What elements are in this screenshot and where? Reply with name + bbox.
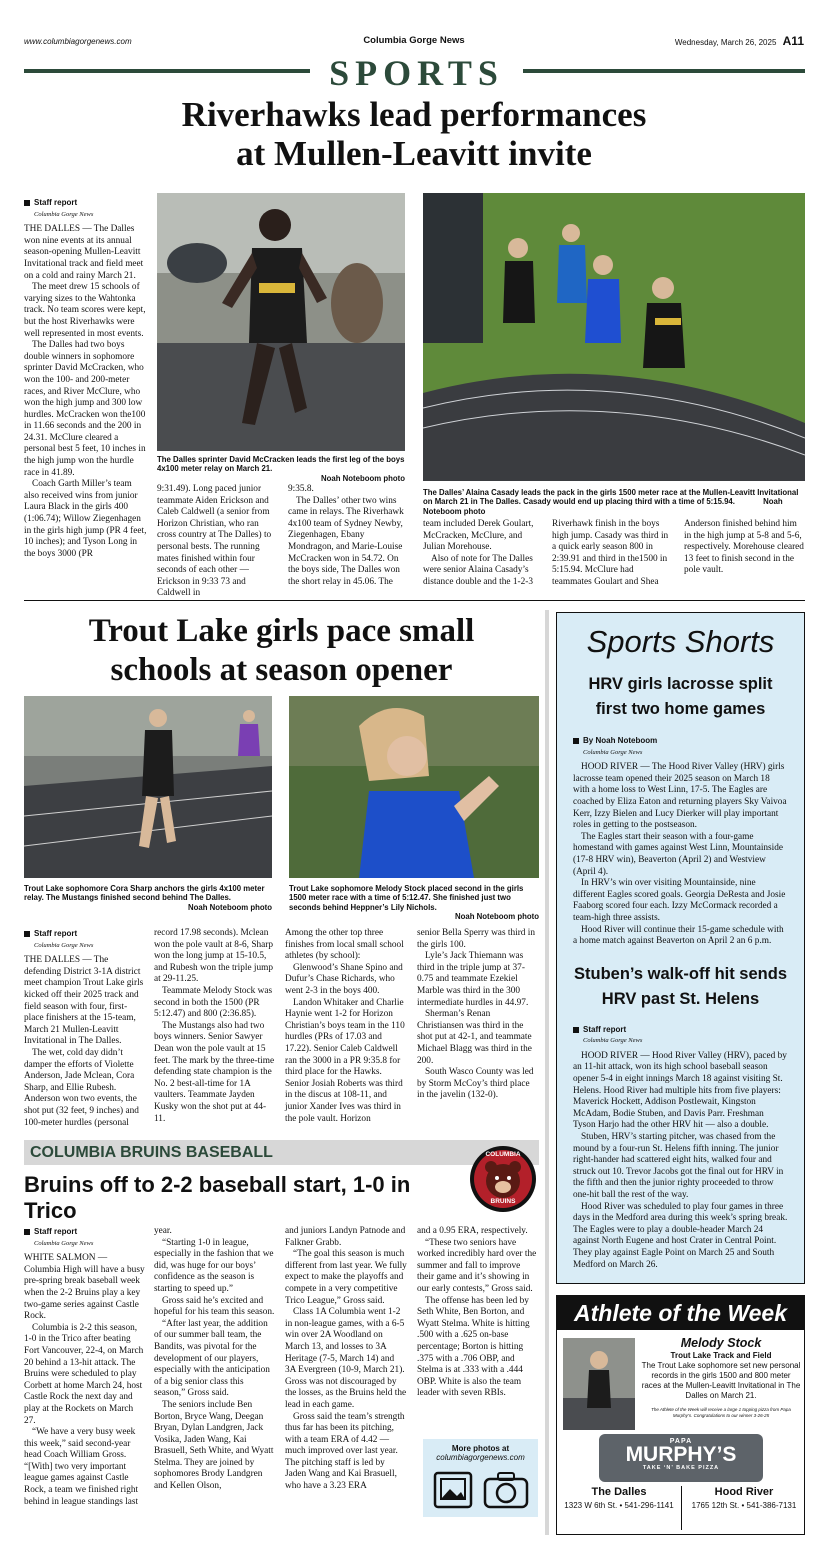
- story1-byline-sub: Columbia Gorge News: [34, 210, 94, 218]
- story3-byline: Staff report: [24, 1226, 146, 1238]
- athlete-name: Melody Stock: [680, 1336, 762, 1350]
- story3-col3: [285, 1226, 407, 1493]
- sponsor-main: MURPHY’S: [625, 1443, 737, 1466]
- paragraph: Sherman’s Renan Christiansen was third in the shot put at 42-1, and teammate Michael Blagg was third in the 200.: [417, 1009, 532, 1066]
- paragraph: THE DALLES — The Dalles won nine events at its annual season-opening Mullen-Leavitt Invitational track and field meet on a cold and rainy March 21.: [24, 224, 144, 281]
- story1-headline-line2: at Mullen-Leavitt invite: [236, 134, 592, 173]
- shorts-story2-headline: Stuben’s walk-off hit sends HRV past St. Helens: [574, 964, 787, 1008]
- paragraph: “The goal this season is much different from last year. We fully expect to make the playoffs and compete in a very competitive Trico League,” Gross said.: [285, 1249, 407, 1306]
- shorts-story1-headline: HRV girls lacrosse split first two home games: [588, 675, 773, 718]
- athlete-of-week-box: [556, 1295, 805, 1535]
- athlete-photo-art: [563, 1338, 635, 1430]
- story1-headline: [80, 95, 748, 173]
- story1-headline-line1: Riverhawks lead performances: [181, 95, 647, 134]
- story2-byline: Staff report: [24, 928, 146, 940]
- camera-icon: [483, 1471, 529, 1509]
- kicker-bar: [24, 1140, 539, 1165]
- paragraph: “We have a very busy week this week,” said second-year head Coach William Gross. “[With] two very important league games against Castle Rock, a team we finished right behind in league standings last: [24, 1427, 139, 1507]
- paragraph: HOOD RIVER — The Hood River Valley (HRV) girls lacrosse team opened their 2025 season on March 18 with a home loss to West Linn, 17-5. The Eagles are coached by Eliza Eaton and returning players Sky Vaivoa Kerr, Izzy Bielen and Lucy Dierker will play important roles in getting to the postseason.: [573, 762, 787, 831]
- sprinter-photo-art: [157, 193, 405, 451]
- more-photos-url[interactable]: columbiagorgenews.com: [436, 1453, 525, 1462]
- sports-shorts-box: [556, 612, 805, 1284]
- sponsor-top: PAPA: [669, 1438, 693, 1445]
- bruins-logo: [469, 1145, 537, 1213]
- more-photos-label: More photos at: [451, 1444, 510, 1453]
- section-rule-right: [523, 69, 805, 73]
- athlete-description: The Trout Lake sophomore set new personal records in the girls 1500 and 800 meter races at the Mullen-Leavitt Invitational in The Dalles on March 21.: [641, 1361, 801, 1400]
- story2-col1: [24, 928, 146, 1129]
- paragraph: 9:35.8.: [288, 484, 314, 494]
- story2-photo-relay: [24, 696, 272, 878]
- story3-col1: [24, 1226, 146, 1508]
- story1-photo2-caption: The Dalles’ Alaina Casady leads the pack in the girls 1500 meter race at the Mullen-Leavitt Invitational on March 21 in The Dalles. Casady would end up placing third with a time of 5:15.94. Noah Noteboom photo: [423, 488, 799, 516]
- paragraph: Hood River will continue their 15-game schedule with a home match against Beaverton on April 2 an 6 p.m.: [573, 924, 784, 947]
- story2-photo2-caption: Trout Lake sophomore Melody Stock placed second in the girls 1500 meter race with a time of 5:12.47. She finished just two seconds behind Heppner’s Lily Nichols. Noah Noteboom photo: [289, 884, 539, 922]
- paragraph: Teammate Melody Stock was second in both the 1500 (PR 5:12.47) and 800 (2:36.85).: [154, 985, 273, 1020]
- site-url: www.columbiagorgenews.com: [24, 37, 132, 46]
- paragraph: Stuben, HRV’s starting pitcher, was chased from the mound by a four-run St. Helens fifth inning. The junior right-hander had scattered eight hits, walked four and struck out 10. Trevor Jacobs got the final out for HRV in the fifth and then the junior righty proceeded to throw one-hit ball the rest of the way.: [573, 1132, 784, 1200]
- paragraph: team included Derek Goulart, McCracken, McClure, and Julian Morehouse.: [423, 519, 534, 553]
- story2-byline-sub: Columbia Gorge News: [34, 941, 94, 949]
- story1-photo-sprinter: [157, 193, 405, 451]
- paragraph: Gross said the team’s strength thus far has been its pitching, with a team ERA of 4.42 — much improved over last year. The pitching staff is led by Jaden Wang and Kai Brasuell, who have a 3.23 ERA: [285, 1411, 405, 1492]
- paragraph: “These two seniors have worked incredibly hard over the summer and fall to improve their game and it’s showing in our early contests,” Gross said.: [417, 1237, 537, 1294]
- story1-col5: [552, 519, 670, 589]
- paragraph: In HRV’s win over visiting Mountainside, nine different Eagles scored goals. Georgia DeResta and Josie Faaborg scored four each. Izzy McCormack recorded a team-high three assists.: [573, 878, 786, 923]
- story3-headline: Bruins off to 2-2 baseball start, 1-0 in Trico: [24, 1172, 411, 1223]
- photo-credit: Noah Noteboom photo: [320, 473, 405, 483]
- paragraph: Anderson finished behind him in the high jump at 5-8 and 5-6, respectively. Morehouse cleared 13 feet to finish second in the pole vault.: [684, 519, 804, 576]
- paragraph: and juniors Landyn Patnode and Falkner Grabb.: [285, 1226, 406, 1248]
- location-hood-river: Hood River 1765 12th St. • 541-386-7131: [691, 1486, 797, 1510]
- photo-credit: Noah Noteboom photo: [423, 497, 783, 516]
- paper-name: Columbia Gorge News: [363, 35, 465, 46]
- relay-photo-art: [24, 696, 272, 878]
- paragraph: Class 1A Columbia went 1-2 in non-league games, with a 6-5 win over 2A Woodland on March 13, and losses to 3A Heritage (7-5, March 14) and 3A Evergreen (10-9, March 21). Gross was not discouraged by the losses, as the Bruins held the lead in each game.: [285, 1307, 407, 1410]
- athlete-photo: [563, 1338, 635, 1430]
- story2-headline: [24, 612, 539, 690]
- distance-race-photo-art: [423, 193, 805, 481]
- athlete-info: [641, 1336, 801, 1419]
- column-divider: [545, 610, 549, 1535]
- paragraph: “After last year, the addition of our summer ball team, the Bandits, was pivotal for the development of our players, especially with the anticipation of a big senior class this season,” Gross said.: [154, 1318, 270, 1399]
- section-rule-left: [24, 69, 310, 73]
- athlete-fine-print: The Athlete of the Week will receive a large 1 topping pizza from Papa Murphy’s. Congratulations to our winner 3-26-25: [651, 1407, 791, 1418]
- paragraph: “Starting 1-0 in league, especially in the fashion that we did, was huge for our boys’ confidence as the season is starting to speed up.”: [154, 1237, 274, 1294]
- athlete-team: Trout Lake Track and Field: [670, 1351, 772, 1360]
- shorts-story2-byline: Staff report: [573, 1024, 788, 1036]
- logo-top-text: COLUMBIA: [485, 1151, 521, 1158]
- papa-murphys-logo: [599, 1434, 763, 1482]
- shorts-story1-body: By Noah Noteboom Columbia Gorge News HOOD RIVER — The Hood River Valley (HRV) girls lacrosse team opened their 2025 season on March 18 with a home loss to West Linn, 17-5. The Eagles are coached by Eliza Eaton and returning players Sky Vaivoa Kerr, Izzy Bielen and Lucy Dierker will play important roles in getting to the postseason. The Eagles start their season with a four-game homestand with games against West Linn, Mountainside (17-8 HRV win), Beaverton (April 2) and Westview (April 4). In HRV’s win over visiting Mountainside, nine different Eagles scored goals. Georgia DeResta and Josie Faaborg scored four each. Izzy McCormack recorded a team-high three assists. Hood River will continue their 15-game schedule with a home match against Beaverton on April 2 an 6 p.m.: [573, 736, 787, 947]
- shorts-title: Sports Shorts: [586, 624, 775, 659]
- paragraph: Lyle’s Jack Thiemann was third in the triple jump at 37-0.75 and teammate Ezekiel Marble was third in the 300 intermediate hurdles in 44.97.: [417, 951, 529, 1008]
- story1-col1: [24, 197, 148, 560]
- paragraph: Glenwood’s Shane Spino and Dufur’s Chase Richards, who went 2-3 in the boys 400.: [285, 962, 403, 996]
- story3-col4: [417, 1226, 539, 1400]
- story3-byline-sub: Columbia Gorge News: [34, 1239, 94, 1247]
- story2-headline-line1: Trout Lake girls pace small: [88, 613, 475, 649]
- paragraph: THE DALLES — The defending District 3-1A district meet champion Trout Lake girls kicked off their 2025 track and field season with four, first-place finishers at the 15-team, March 21 Mullen-Leavitt Invitational in The Dalles.: [24, 955, 144, 1047]
- paragraph: and a 0.95 ERA, respectively.: [417, 1226, 528, 1236]
- paragraph: Columbia is 2-2 this season, 1-0 in the Trico after beating Fort Vancouver, 22-4, on March 20 behind a 13-hit attack. The Bruins were scheduled to play Corbett at home March 24, host Castle Rock the next day and play at the Rockets on March 27.: [24, 1322, 144, 1426]
- story-divider: [24, 600, 805, 601]
- paragraph: Landon Whitaker and Charlie Haynie went 1-2 for Horizon Christian’s boys team in the 110 hurdles (PRs of 17.03 and 17.22). Senior Caleb Caldwell ran the 3000 in a PR 9:35.8 for third place for the Hawks. Senior Josiah Roberts was third in the discus at 108-11, and junior Xander Ives was third in the pole vault. Horizon: [285, 997, 405, 1124]
- more-photos-box[interactable]: [423, 1439, 538, 1517]
- paragraph: Among the other top three finishes from local small school athletes (by school):: [285, 928, 404, 962]
- story2-photo-stock: [289, 696, 539, 878]
- paragraph: Gross said he’s excited and hopeful for his team this season.: [154, 1295, 275, 1318]
- photo-credit: Noah Noteboom photo: [187, 902, 272, 912]
- page-number: A11: [782, 34, 804, 48]
- story3-col2: [154, 1226, 276, 1493]
- paragraph: Coach Garth Miller’s team also received wins from junior Laura Black in the girls 400 (1:06.74); Willow Ziegenhagen in the girls high jump (PR 4 feet, 10 inches); and Tyson Long in the boys 3000 (PR: [24, 479, 147, 559]
- story1-photo-1500m: [423, 193, 805, 481]
- section-title: SPORTS: [329, 53, 504, 93]
- date-page: [675, 34, 804, 48]
- story2-headline-line2: schools at season opener: [110, 652, 453, 688]
- story2-col3: [285, 928, 407, 1125]
- issue-date: Wednesday, March 26, 2025: [674, 38, 777, 47]
- location-the-dalles: The Dalles 1323 W 6th St. • 541-296-1141: [564, 1486, 674, 1510]
- paragraph: South Wasco County was led by Storm McCoy’s third place in the javelin (132-0).: [417, 1067, 534, 1101]
- story2-photo1-caption: Trout Lake sophomore Cora Sharp anchors the girls 4x100 meter relay. The Mustangs finished second behind The Dalles. Noah Noteboom photo: [24, 884, 272, 912]
- paragraph: record 17.98 seconds). Mclean won the pole vault at 8-6, Sharp won the long jump at 15-10.5, and Rubesh won the triple jump at 29-11.25.: [154, 928, 274, 985]
- logo-bottom-text: BRUINS: [490, 1198, 516, 1205]
- story2-col2: [154, 928, 276, 1125]
- story1-byline: Staff report: [24, 197, 148, 209]
- shorts-story1-byline: By Noah Noteboom: [573, 735, 788, 747]
- gallery-icon: [433, 1471, 473, 1509]
- story1-col3: [288, 484, 406, 588]
- paragraph: WHITE SALMON — Columbia High will have a busy pre-spring break baseball week when the 2-2 Bruins play a key two-game series against Castle Rock.: [24, 1253, 145, 1322]
- paragraph: The Eagles start their season with a four-game homestand with games against West Linn, Mountainside (17-8 HRV win), Beaverton (April 2) and Westview (April 4).: [573, 831, 784, 877]
- paragraph: The offense has been led by Seth White, Ben Borton, and Wyatt Stelma. White is hitting .500 with a .625 on-base percentage; Borton is hitting .375 with a .706 OBP, and Stelma is at .333 with a .444 OBP. White is also the team leader with seven RBIs.: [417, 1295, 530, 1399]
- paragraph: The Dalles had two boys double winners in sophomore sprinter David McCracken, who won the 100- and 200-meter races, and River McClure, who won the high jump and 300 low hurdles. McCracken won the100 in 11.66 seconds and the 200 in 24.31. McClure cleared a personal best 5 feet, 10 inches in the high jump won the hurdle race in 41.89.: [24, 340, 146, 478]
- paragraph: The wet, cold day didn’t damper the efforts of Violette Anderson, Jade Mclean, Cora Sharp, and Ellie Rubesh. Anderson won two events, the shot put (32 feet, 9 inches) and 100-meter hurdles (personal: [24, 1047, 139, 1128]
- paragraph: senior Bella Sperry was third in the girls 100.: [417, 928, 535, 950]
- paragraph: The meet drew 15 schools of varying sizes to the Wahtonka track. No team scores were kept, but the host Riverhawks were well represented in most events.: [24, 282, 146, 339]
- story2-col4: [417, 928, 539, 1102]
- story1-col2: [157, 484, 279, 600]
- paragraph: The seniors include Ben Borton, Bryce Wang, Deegan Bryan, Dylan Landgren, Jack Vosika, Jaden Wang, Kai Brasuell, Seth White, and Wyatt Stelma. They are joined by sophomores Brody Landgren and Kellen Olson,: [154, 1399, 274, 1492]
- story1-col6: [684, 519, 805, 577]
- shorts-story2-body: Staff report Columbia Gorge News HOOD RIVER — Hood River Valley (HRV), paced by an 11-hit attack, won its high school baseball season opener 5-4 in eight innings March 18 against visiting St. Helens. Hood River had multiple hits from five players: Maverick Hockett, Addison Postlewait, Kingston McAdam, Bodie Stuben, and Davis Parr. Freshman Tyson Harjo had the other HRV hit — also a double. Stuben, HRV’s starting pitcher, was chased from the mound by a four-run St. Helens fifth inning. The junior right-hander had scattered eight hits, walked four and struck out 10. Trevor Jacobs got the final out for HRV in the fifth and then the junior righty proceeded to throw one-hit ball the rest of the way. Hood River was scheduled to play four games in three days in the Medford area during this week’s spring break. The Eagles were to play a double-header March 24 against North Eugene and host Crater in Central Point. They play against Eagle Point on March 25 and South Medford on March 26.: [573, 1024, 788, 1270]
- athlete-title: Athlete of the Week: [557, 1296, 804, 1330]
- paragraph: Hood River was scheduled to play four games in three days in the Medford area during this week’s spring break. The Eagles were to play a double-header March 24 against North Eugene and host Crater in Central Point. They play against Eagle Point on March 25 and South Medford on March 26.: [573, 1201, 788, 1270]
- story1-col4: [423, 519, 541, 589]
- paragraph: Also of note for The Dalles were senior Alaina Casady’s distance double and the 1-2-3: [423, 553, 533, 587]
- paragraph: HOOD RIVER — Hood River Valley (HRV), paced by an 11-hit attack, won its high school baseball season opener 5-4 in eight innings March 18 against visiting St. Helens. Hood River had multiple hits from five players: Maverick Hockett, Addison Postlewait, Kingston McAdam, Bodie Stuben, and Davis Parr. Freshman Tyson Harjo had the other HRV hit — also a double.: [573, 1050, 787, 1131]
- stock-photo-art: [289, 696, 539, 878]
- paragraph: year.: [154, 1226, 172, 1236]
- sponsor-tag: TAKE ‘N’ BAKE PIZZA: [642, 1465, 720, 1471]
- paragraph: The Dalles’ other two wins came in relays. The Riverhawk 4x100 team of Sydney Newby, Ziegenhagen, Ebany Mondragon, and Marie-Louise McCracken won in 54.72. On the boys side, The Dalles won the short relay in 45.06. The: [288, 495, 404, 587]
- story1-photo1-caption: The Dalles sprinter David McCracken leads the first leg of the boys 4x100 meter relay on March 21. Noah Noteboom photo: [157, 455, 405, 483]
- paragraph: The Mustangs also had two boys winners. Senior Sawyer Dean won the pole vault at 15 feet. The mark by the three-time defending state champion is the No. 2 best-all-time for 1A vaulters. Teammate Jayden Kusky won the shot put at 44-11.: [154, 1020, 275, 1124]
- kicker-text: COLUMBIA BRUINS BASEBALL: [30, 1144, 273, 1161]
- paragraph: Riverhawk finish in the boys high jump. Casady was third in a quick early season 800 in 2:39.91 and third in the1500 in 5:15.94. McClure had teammates Goulart and Shea: [552, 519, 669, 587]
- paragraph: 9:31.49). Long paced junior teammate Aiden Erickson and Caleb Caldwell (a senior from Horizon Christian, who ran cross country at The Dalles) to personal bests. The running mates finished within four seconds of each other — Erickson in 9:33 73 and Caldwell in: [157, 484, 272, 599]
- photo-credit: Noah Noteboom photo: [454, 912, 539, 922]
